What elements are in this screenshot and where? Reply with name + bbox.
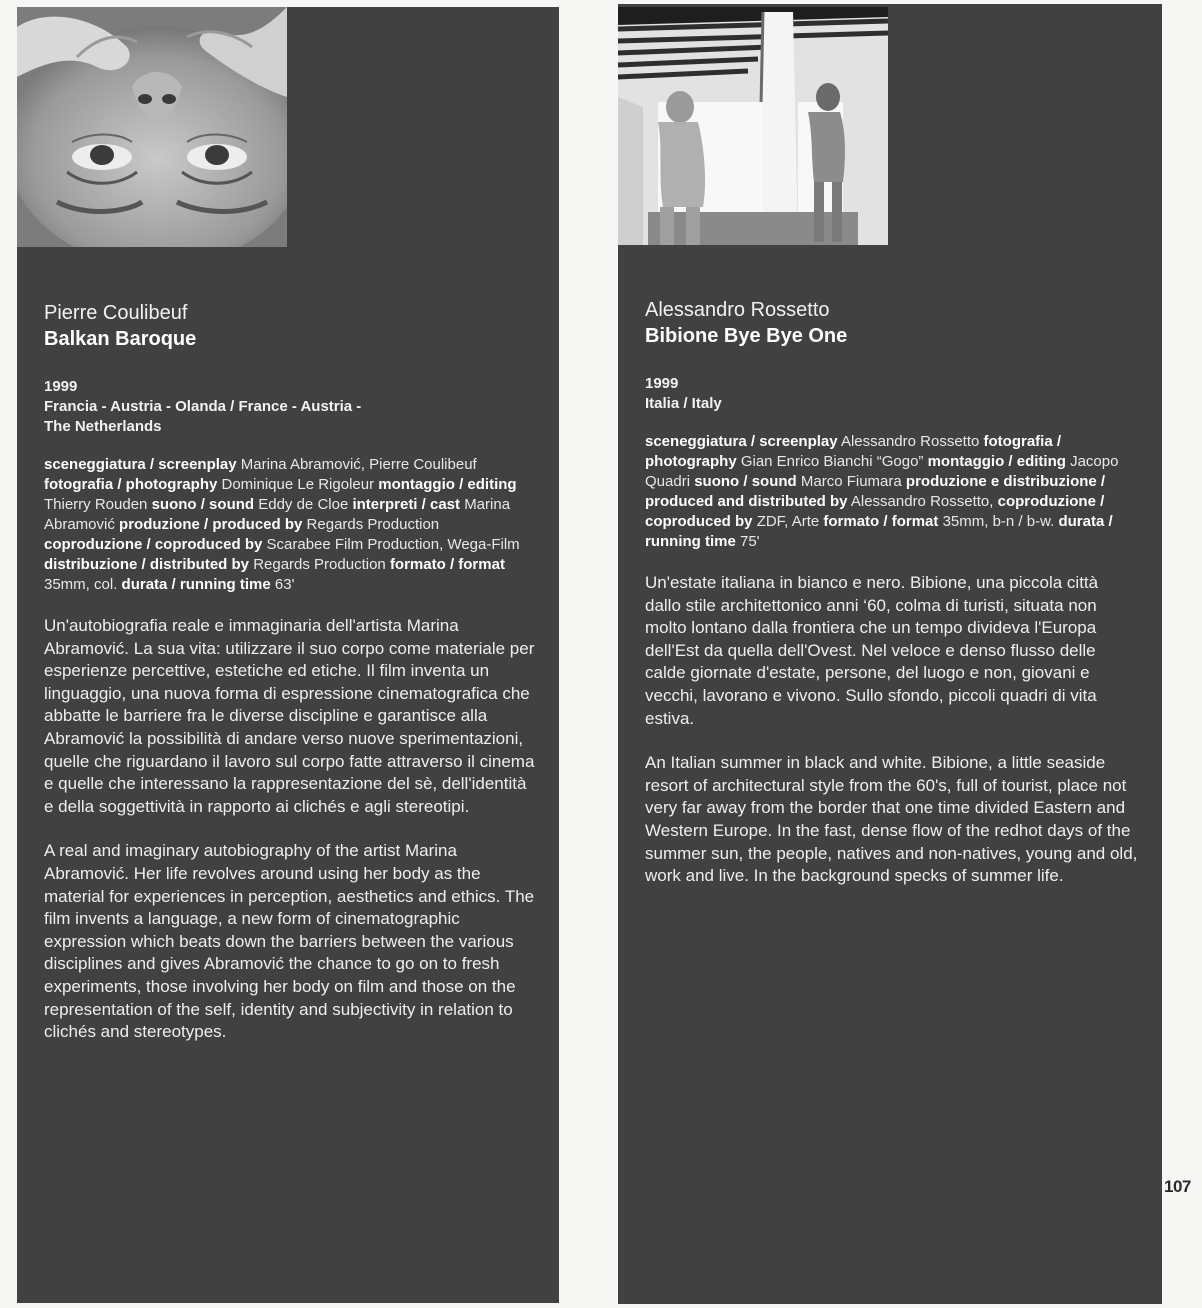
credits-block: [44, 455, 535, 595]
credit-value: Dominique Le Rigoleur: [221, 476, 375, 493]
credit-label: sceneggiatura / screenplay: [44, 456, 237, 473]
credit-label: interpreti / cast: [352, 496, 461, 513]
credit-value: 35mm, b-n / b-w.: [942, 513, 1055, 530]
credit-value: ZDF, Arte: [756, 513, 820, 530]
credit-value: Alessandro Rossetto,: [850, 493, 994, 510]
credit-label: distribuzione / distributed by: [44, 556, 250, 573]
credit-label: suono / sound: [151, 496, 255, 513]
film-still-photo: [17, 7, 287, 247]
credit-value: 35mm, col.: [44, 576, 118, 593]
page-number: 107: [1164, 1177, 1191, 1196]
credit-label: fotografia / photography: [44, 476, 218, 493]
credit-value: Alessandro Rossetto: [840, 433, 980, 450]
director-name: Pierre Coulibeuf: [44, 302, 188, 324]
face-photo-illustration: [17, 7, 287, 247]
credit-value: Marco Fiumara: [800, 473, 902, 490]
film-text: [44, 301, 535, 1044]
country-line: Italia / Italy: [645, 395, 722, 412]
film-title: Bibione Bye Bye One: [645, 325, 848, 347]
credit-label: suono / sound: [694, 473, 797, 490]
synopsis-english: A real and imaginary autobiography of the artist Marina Abramović. Her life revolves around using her body as the material for experiences in perception, aesthetics and ethics. The film invents a language, a new form of cinematographic expression which beats down the barriers between the various disciplines and gives Abramović the chance to go on to fresh experiments, those involving her body on film and those on the representation of the self, identity and subjectivity in relation to clichés and stereotypes.: [44, 841, 535, 1042]
beach-kiosk-photo-illustration: [618, 7, 888, 245]
credits-block: [645, 432, 1138, 552]
credit-label: montaggio / editing: [378, 476, 517, 493]
synopsis-italian: Un'autobiografia reale e immaginaria dell'artista Marina Abramović. La sua vita: utilizzare il suo corpo come materiale per esperienze percettive, estetiche ed etiche. Il film inventa un linguaggio, una nuova forma di espressione cinematografica che abbatte le barriere fra le diverse discipline e garantisce alla Abramović la possibilità di andare verso nuove sperimentazioni, quelle che riguardano il lavoro sul corpo fatte attraverso il cinema e quelle che interessano la rappresentazione del sè, dell'identità e della soggettività in rapporto ai clichés e agli stereotipi.: [44, 616, 535, 816]
film-entry-balkan-baroque: [17, 7, 559, 1303]
credit-value: 75': [740, 533, 760, 550]
credit-label: formato / format: [389, 556, 505, 573]
director-name: Alessandro Rossetto: [645, 299, 830, 321]
film-text: [645, 298, 1138, 888]
credit-value: Eddy de Cloe: [258, 496, 349, 513]
credit-label: durata / running time: [121, 576, 271, 593]
credit-label: produzione e distribuzione / produced and distributed by: [645, 473, 1106, 510]
credit-label: durata / running time: [645, 513, 1113, 550]
country-line: Francia - Austria - Olanda / France - Austria -: [44, 398, 362, 415]
credit-label: coproduzione / coproduced by: [44, 536, 263, 553]
synopsis-italian: Un'estate italiana in bianco e nero. Bibione, una piccola città dallo stile architettonico anni ‘60, colma di turisti, situata non molto lontano dalla frontiera che un tempo divideva l'Europa dell'Est da quella dell'Ovest. Nel veloce e denso flusso delle calde giornate d'estate, persone, del luogo e non, giovani e vecchi, lavorano e vivono. Sullo sfondo, piccoli quadri di vita estiva.: [645, 573, 1099, 728]
credit-label: formato / format: [823, 513, 939, 530]
credit-value: Marina Abramović: [44, 496, 511, 533]
credit-label: produzione / produced by: [119, 516, 303, 533]
film-country: [645, 394, 1138, 414]
film-entry-bibione-bye-bye-one: [618, 4, 1162, 1304]
country-line: The Netherlands: [44, 418, 162, 435]
film-year: 1999: [645, 375, 679, 392]
film-year: 1999: [44, 378, 78, 395]
credit-value: Gian Enrico Bianchi “Gogo”: [740, 453, 924, 470]
credit-value: Regards Production: [306, 516, 440, 533]
credit-label: coproduzione / coproduced by: [645, 493, 1105, 530]
credit-value: Regards Production: [253, 556, 386, 573]
film-still-photo: [618, 7, 888, 245]
credit-value: Jacopo Quadri: [645, 453, 1119, 490]
synopsis-english: An Italian summer in black and white. Bibione, a little seaside resort of architectural style from the 60's, full of tourist, place not very far away from the border that one time divided Eastern and Western Europe. In the fast, dense flow of the redhot days of the summer sun, the people, natives and non-natives, young and old, work and live. In the background specks of summer life.: [645, 753, 1138, 886]
credit-value: Scarabee Film Production, Wega-Film: [266, 536, 520, 553]
film-title: Balkan Baroque: [44, 328, 197, 350]
credit-label: sceneggiatura / screenplay: [645, 433, 838, 450]
credit-value: 63': [274, 576, 295, 593]
credit-value: Marina Abramović, Pierre Coulibeuf: [240, 456, 477, 473]
film-country: [44, 397, 535, 437]
credit-label: montaggio / editing: [927, 453, 1066, 470]
credit-label: fotografia / photography: [645, 433, 1062, 470]
credit-value: Thierry Rouden: [44, 496, 148, 513]
